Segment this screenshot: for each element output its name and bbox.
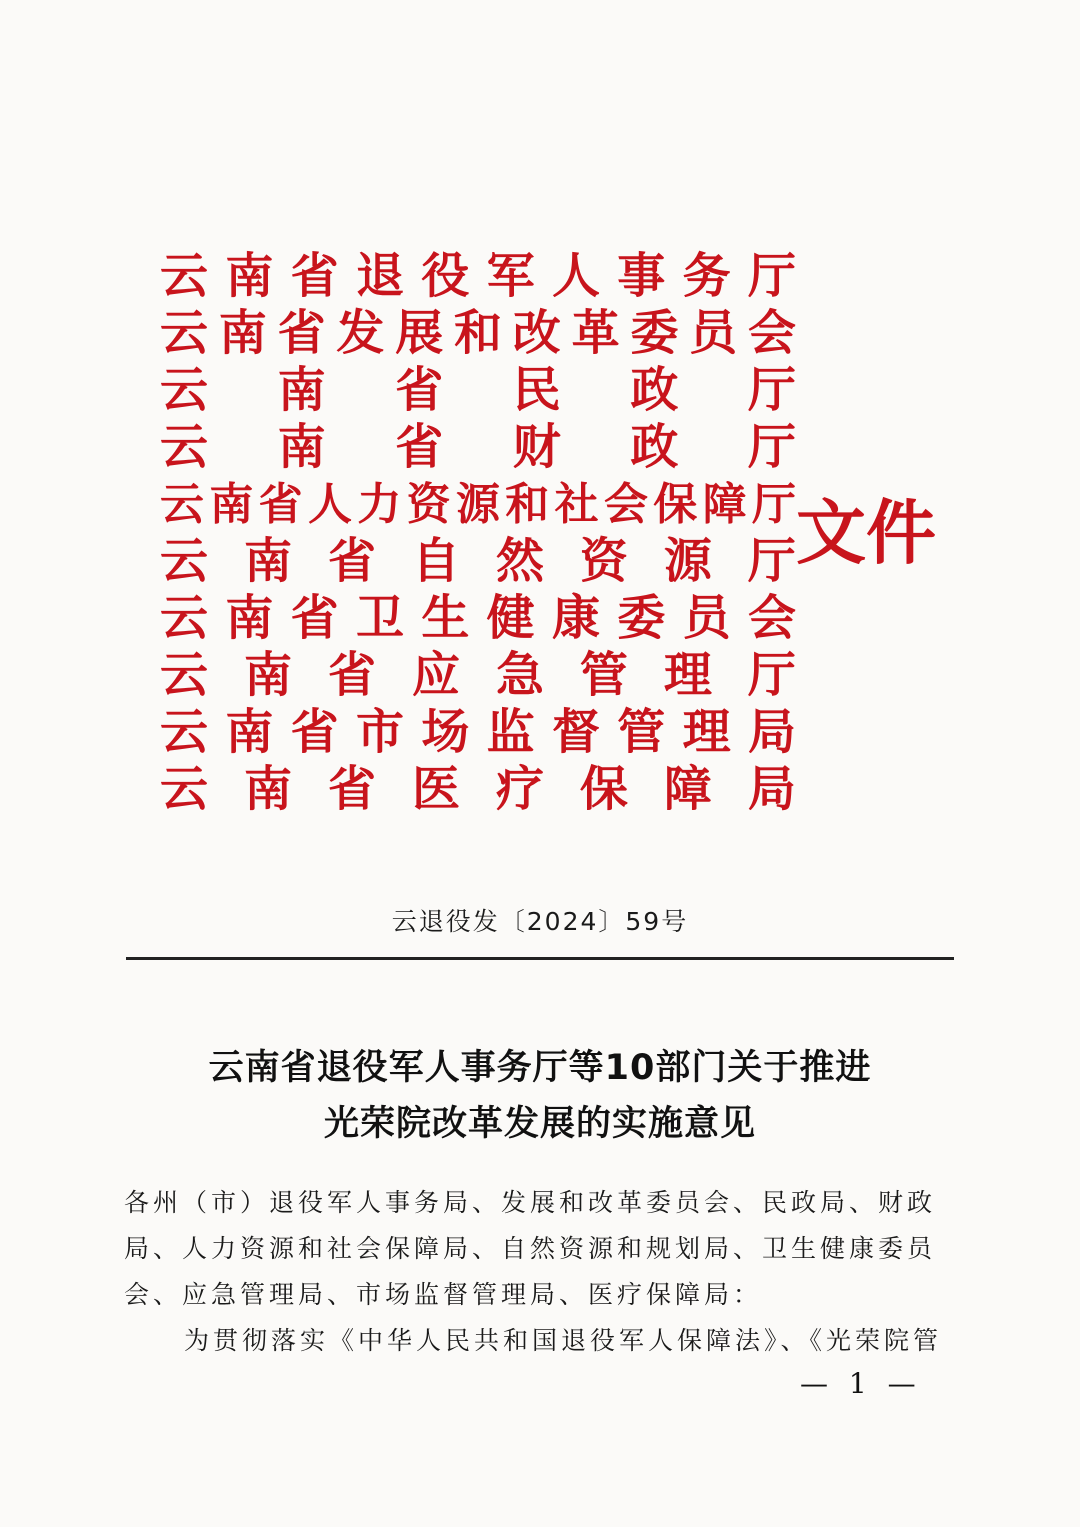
agency-name — [160, 533, 796, 590]
agency-name-text: 云 南 省 财 政 厅 — [160, 419, 796, 475]
agency-name-text: 云 南 省 自 然 资 源 厅 — [160, 533, 796, 589]
document-number: 云退役发〔2024〕59号 — [391, 907, 689, 936]
agency-name-text: 云 南 省 人 力 资 源 和 社 会 保 障 厅 — [160, 479, 796, 530]
agency-name-text: 云 南 省 应 急 管 理 厅 — [160, 647, 796, 703]
title-line-1: 云南省退役军人事务厅等10部门关于推进 — [208, 1048, 872, 1088]
agency-name-text: 云 南 省 退 役 军 人 事 务 厅 — [160, 248, 796, 304]
issuing-agencies — [160, 248, 796, 818]
title-line-2: 光荣院改革发展的实施意见 — [323, 1104, 756, 1144]
first-paragraph: 为贯彻落实《中华人民共和国退役军人保障法》、《光荣院管 — [184, 1326, 943, 1355]
agency-name — [160, 419, 796, 476]
agency-name-text: 云 南 省 卫 生 健 康 委 员 会 — [160, 590, 796, 646]
agency-name — [160, 761, 796, 818]
agency-name — [160, 647, 796, 704]
agency-name — [160, 248, 796, 305]
agency-name — [160, 362, 796, 419]
agency-name-text: 云 南 省 民 政 厅 — [160, 362, 796, 418]
agency-name — [160, 590, 796, 647]
agency-name-text: 云 南 省 发 展 和 改 革 委 员 会 — [160, 305, 796, 361]
agency-name — [160, 476, 796, 533]
document-suffix: 文件 — [796, 491, 936, 574]
agency-name-text: 云 南 省 医 疗 保 障 局 — [160, 761, 796, 817]
document-body — [124, 1180, 954, 1364]
document-title — [0, 1040, 1080, 1152]
page-number: — 1 — — [800, 1367, 922, 1400]
agency-name — [160, 704, 796, 761]
agency-name-text: 云 南 省 市 场 监 督 管 理 局 — [160, 704, 796, 760]
agency-name — [160, 305, 796, 362]
separator-rule — [126, 957, 954, 960]
recipients: 各州（市）退役军人事务局、发展和改革委员会、民政局、财政局、人力资源和社会保障局、自然资源和规划局、卫生健康委员会、应急管理局、市场监督管理局、医疗保障局： — [124, 1188, 937, 1309]
